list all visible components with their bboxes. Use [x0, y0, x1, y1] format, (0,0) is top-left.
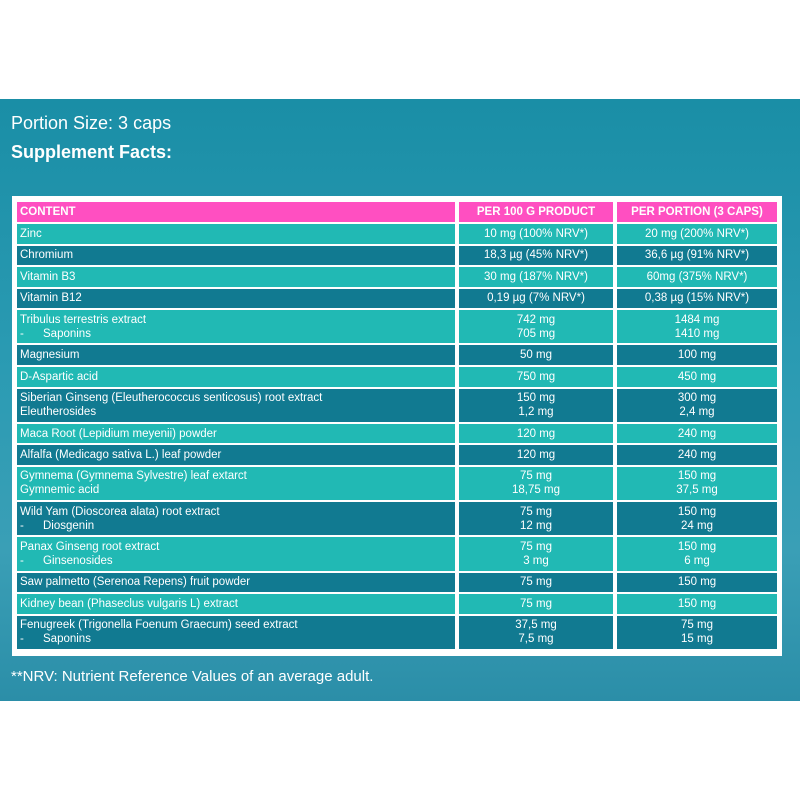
per-100g-cell	[457, 288, 615, 310]
per-portion-cell-primary: 150 mg	[677, 597, 717, 610]
content-cell-primary: Saw palmetto (Serenoa Repens) fruit powder	[20, 576, 251, 589]
content-cell	[17, 536, 457, 571]
per-portion-cell	[615, 572, 777, 594]
per-portion-cell	[615, 223, 777, 245]
per-100g-cell-secondary: 1,2 mg	[518, 406, 554, 419]
per-portion-cell-primary: 240 mg	[677, 449, 717, 462]
portion-size: Portion Size: 3 caps	[11, 113, 172, 133]
content-cell-primary: Magnesium	[20, 349, 80, 362]
header-content: CONTENT	[17, 202, 457, 223]
header-per-portion: PER PORTION (3 CAPS)	[615, 202, 777, 223]
content-cell	[17, 288, 457, 310]
per-portion-cell	[615, 466, 777, 501]
content-cell	[17, 309, 457, 344]
per-100g-cell	[457, 366, 615, 388]
per-portion-cell-primary: 150 mg	[677, 540, 717, 553]
per-portion-cell-primary: 150 mg	[677, 505, 717, 518]
table-row	[17, 444, 777, 466]
content-cell-primary: Wild Yam (Dioscorea alata) root extract	[20, 505, 220, 518]
per-100g-cell	[457, 536, 615, 571]
per-100g-cell-secondary: 12 mg	[520, 519, 552, 532]
per-100g-cell-secondary: 3 mg	[523, 554, 549, 567]
per-portion-cell-primary: 20 mg (200% NRV*)	[645, 227, 749, 240]
nrv-footnote: **NRV: Nutrient Reference Values of an average adult.	[11, 668, 374, 685]
per-portion-cell	[615, 423, 777, 445]
content-cell	[17, 423, 457, 445]
per-100g-cell	[457, 423, 615, 445]
content-cell-primary: D-Aspartic acid	[20, 370, 98, 383]
per-portion-cell-primary: 150 mg	[677, 470, 717, 483]
content-cell	[17, 344, 457, 366]
per-portion-cell	[615, 444, 777, 466]
content-cell	[17, 366, 457, 388]
table-row	[17, 388, 777, 423]
content-cell-secondary: Gymnemic acid	[20, 484, 100, 497]
per-100g-cell-primary: 150 mg	[516, 392, 556, 405]
per-100g-cell	[457, 245, 615, 267]
per-100g-cell-secondary: 705 mg	[516, 327, 556, 340]
per-100g-cell	[457, 615, 615, 650]
per-100g-cell-primary: 75 mg	[520, 470, 552, 483]
per-100g-cell-primary: 120 mg	[516, 449, 556, 462]
per-portion-cell	[615, 536, 777, 571]
per-portion-cell-primary: 300 mg	[677, 392, 717, 405]
table-row	[17, 423, 777, 445]
per-100g-cell-primary: 18,3 µg (45% NRV*)	[483, 249, 589, 262]
header-per-100g: PER 100 G PRODUCT	[457, 202, 615, 223]
table-row	[17, 536, 777, 571]
content-cell-primary: Fenugreek (Trigonella Foenum Graecum) seed extract	[20, 619, 298, 632]
per-100g-cell-primary: 37,5 mg	[515, 619, 557, 632]
content-cell	[17, 615, 457, 650]
per-portion-cell	[615, 288, 777, 310]
per-portion-cell	[615, 366, 777, 388]
per-100g-cell	[457, 572, 615, 594]
per-portion-cell	[615, 593, 777, 615]
per-100g-cell	[457, 309, 615, 344]
per-portion-cell	[615, 266, 777, 288]
per-portion-cell	[615, 615, 777, 650]
per-portion-cell	[615, 501, 777, 536]
per-portion-cell-primary: 60mg (375% NRV*)	[646, 270, 748, 283]
table-row	[17, 309, 777, 344]
per-100g-cell-secondary: 18,75 mg	[512, 484, 560, 497]
per-portion-cell-secondary: 24 mg	[681, 519, 713, 532]
per-portion-cell-primary: 0,38 µg (15% NRV*)	[644, 292, 750, 305]
per-100g-cell	[457, 388, 615, 423]
content-cell	[17, 266, 457, 288]
per-100g-cell	[457, 266, 615, 288]
content-cell-primary: Zinc	[20, 227, 42, 240]
content-cell-primary: Vitamin B3	[20, 270, 76, 283]
per-100g-cell	[457, 593, 615, 615]
per-portion-cell-secondary: 1410 mg	[674, 327, 720, 340]
per-100g-cell-primary: 75 mg	[520, 540, 552, 553]
content-cell-primary: Chromium	[20, 249, 74, 262]
per-portion-cell-secondary: 2,4 mg	[679, 406, 715, 419]
per-100g-cell-primary: 75 mg	[520, 576, 552, 589]
per-portion-cell-secondary: 37,5 mg	[676, 484, 718, 497]
per-portion-cell-secondary: 6 mg	[684, 554, 710, 567]
table-row	[17, 501, 777, 536]
table-row	[17, 266, 777, 288]
per-100g-cell-primary: 120 mg	[516, 427, 556, 440]
table-row	[17, 593, 777, 615]
per-100g-cell	[457, 466, 615, 501]
per-100g-cell	[457, 501, 615, 536]
per-100g-cell-primary: 750 mg	[516, 370, 556, 383]
per-100g-cell-primary: 50 mg	[520, 349, 552, 362]
table-row	[17, 572, 777, 594]
content-cell	[17, 444, 457, 466]
table-row	[17, 245, 777, 267]
per-100g-cell-primary: 75 mg	[520, 597, 552, 610]
content-cell	[17, 572, 457, 594]
per-100g-cell	[457, 344, 615, 366]
per-100g-cell-primary: 75 mg	[520, 505, 552, 518]
content-cell	[17, 388, 457, 423]
per-100g-cell-secondary: 7,5 mg	[518, 633, 554, 646]
content-cell-primary: Gymnema (Gymnema Sylvestre) leaf extarct	[20, 470, 247, 483]
per-portion-cell-primary: 1484 mg	[674, 313, 720, 326]
per-portion-cell	[615, 309, 777, 344]
content-cell-primary: Siberian Ginseng (Eleutherococcus senticosus) root extract	[20, 392, 323, 405]
table-row	[17, 344, 777, 366]
per-portion-cell	[615, 344, 777, 366]
table-row	[17, 366, 777, 388]
per-portion-cell-secondary: 15 mg	[681, 633, 713, 646]
content-cell	[17, 223, 457, 245]
per-portion-cell-primary: 450 mg	[677, 370, 717, 383]
supplement-facts-table	[17, 202, 777, 651]
table-row	[17, 223, 777, 245]
per-100g-cell	[457, 444, 615, 466]
content-cell-secondary: - Saponins	[20, 327, 91, 340]
per-portion-cell-primary: 150 mg	[677, 576, 717, 589]
per-100g-cell-primary: 30 mg (187% NRV*)	[484, 270, 588, 283]
per-portion-cell-primary: 100 mg	[677, 349, 717, 362]
per-100g-cell-primary: 10 mg (100% NRV*)	[484, 227, 588, 240]
per-100g-cell-primary: 742 mg	[516, 313, 556, 326]
content-cell-secondary: - Ginsenosides	[20, 554, 113, 567]
content-cell-primary: Panax Ginseng root extract	[20, 540, 160, 553]
table-row	[17, 288, 777, 310]
content-cell-primary: Vitamin B12	[20, 292, 82, 305]
per-portion-cell	[615, 245, 777, 267]
content-cell-secondary: - Diosgenin	[20, 519, 95, 532]
content-cell-secondary: Eleutherosides	[20, 406, 97, 419]
content-cell	[17, 245, 457, 267]
per-100g-cell	[457, 223, 615, 245]
supplement-facts-heading: Supplement Facts:	[11, 142, 173, 162]
per-portion-cell-primary: 36,6 µg (91% NRV*)	[644, 249, 750, 262]
per-portion-cell-primary: 240 mg	[677, 427, 717, 440]
content-cell-primary: Kidney bean (Phaseclus vulgaris L) extract	[20, 597, 238, 610]
table-header-row	[17, 202, 777, 223]
table-row	[17, 615, 777, 650]
content-cell-primary: Maca Root (Lepidium meyenii) powder	[20, 427, 217, 440]
table-row	[17, 466, 777, 501]
content-cell	[17, 593, 457, 615]
per-portion-cell	[615, 388, 777, 423]
content-cell	[17, 501, 457, 536]
content-cell-primary: Alfalfa (Medicago sativa L.) leaf powder	[20, 449, 222, 462]
per-portion-cell-primary: 75 mg	[681, 619, 713, 632]
supplement-table-frame	[12, 196, 782, 656]
content-cell	[17, 466, 457, 501]
per-100g-cell-primary: 0,19 µg (7% NRV*)	[487, 292, 585, 305]
content-cell-primary: Tribulus terrestris extract	[20, 313, 147, 326]
content-cell-secondary: - Saponins	[20, 633, 91, 646]
